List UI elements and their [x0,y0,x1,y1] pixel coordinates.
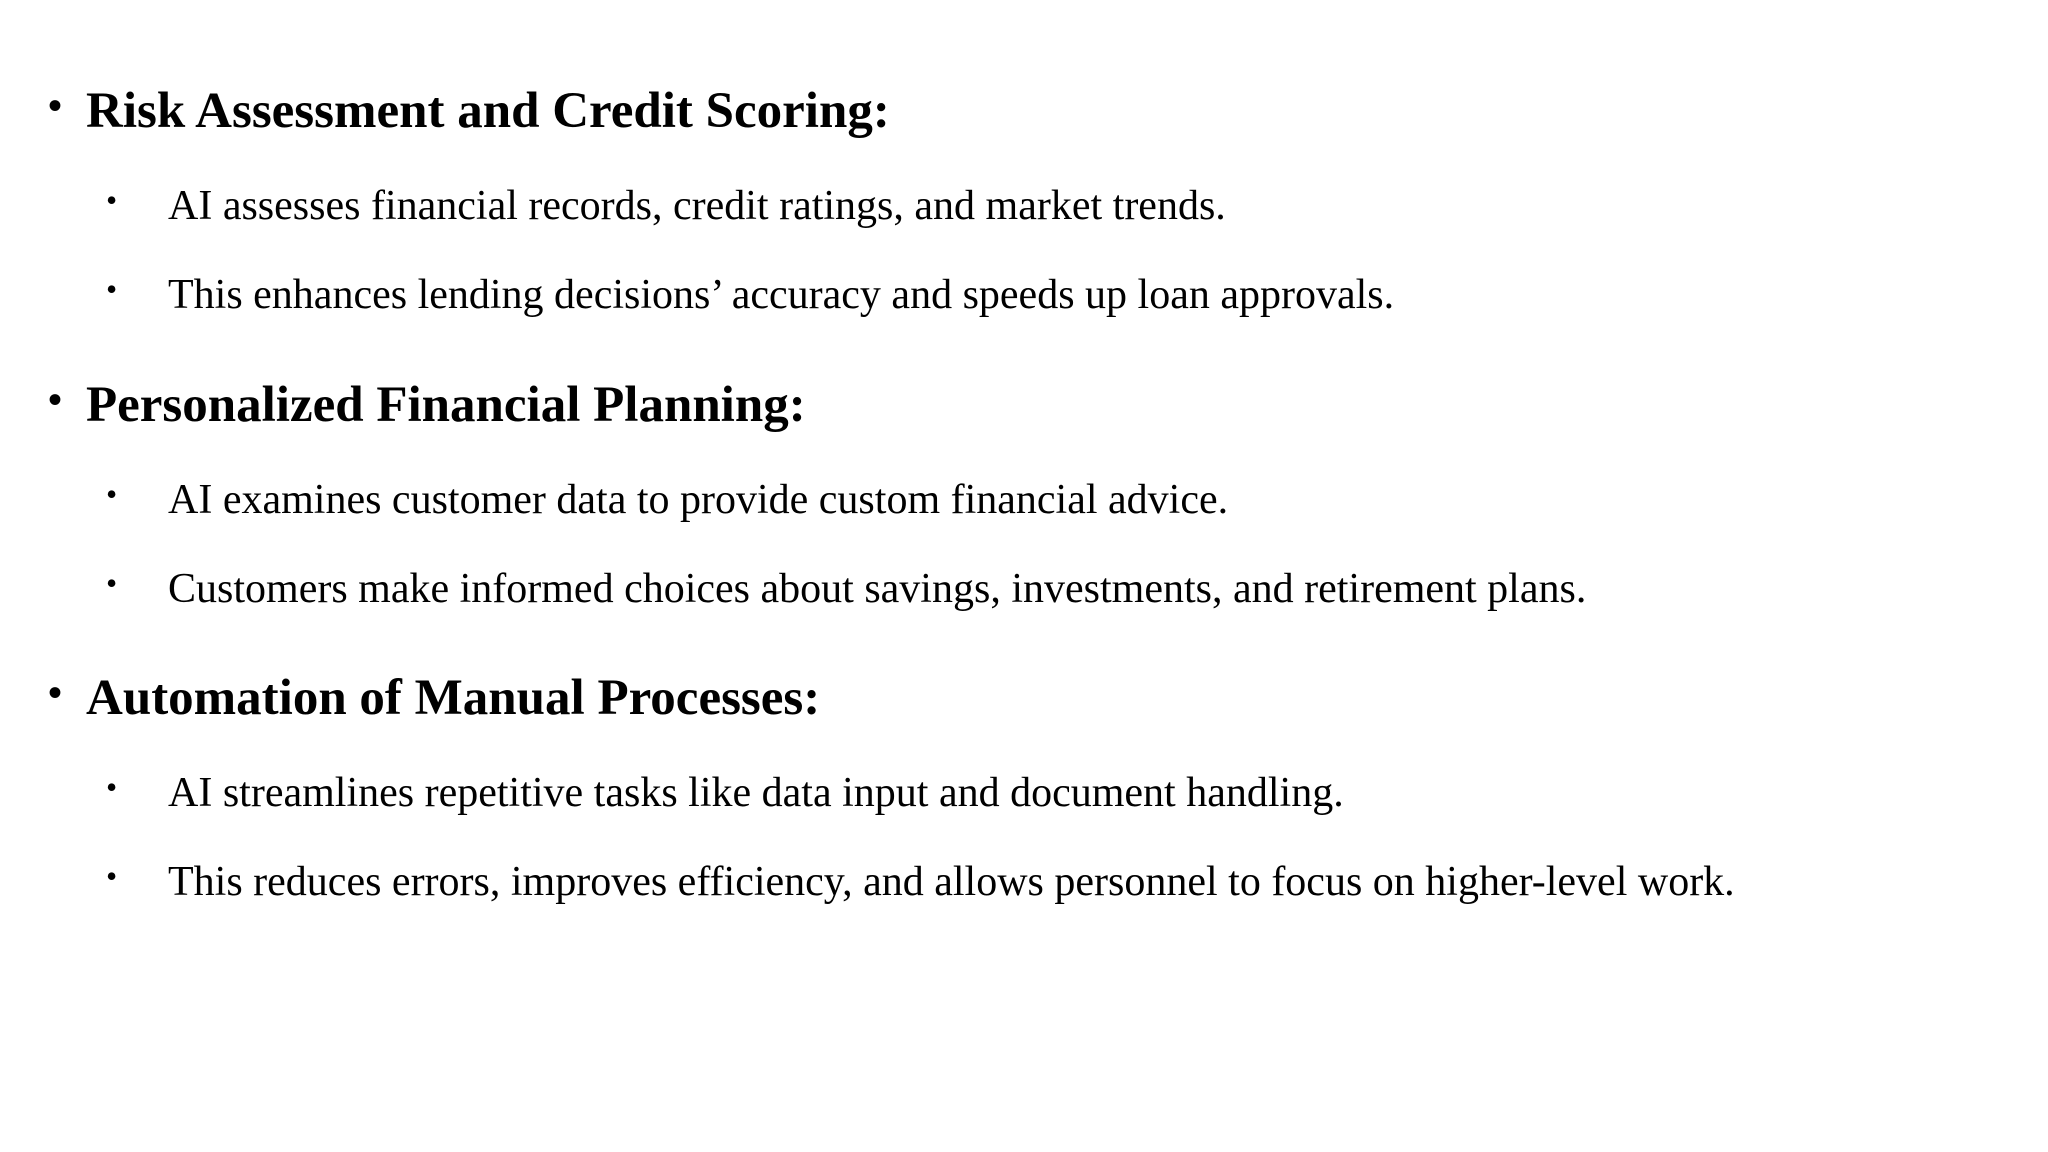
section-heading-row [0,663,2000,733]
bullet-icon: • [106,182,118,218]
section-heading: Personalized Financial Planning: [86,377,806,433]
list-item-text: AI streamlines repetitive tasks like data input and document handling. [168,770,1344,816]
section-heading-row [0,76,2000,146]
bullet-icon: • [48,670,63,715]
section-heading: Automation of Manual Processes: [86,670,821,726]
list-item [0,176,2000,236]
list-item [0,470,2000,530]
bullet-icon: • [106,271,118,307]
section-heading-row [0,370,2000,440]
section-heading: Risk Assessment and Credit Scoring: [86,83,890,139]
list-item-text: AI examines customer data to provide custom financial advice. [168,477,1229,523]
list-item-text: AI assesses financial records, credit ratings, and market trends. [168,183,1226,229]
list-item [0,265,2000,325]
list-item [0,559,2000,619]
bullet-icon: • [106,476,118,512]
bullet-icon: • [48,377,63,422]
list-item [0,852,2000,912]
list-item-text: Customers make informed choices about savings, investments, and retirement plans. [168,566,1587,612]
bullet-icon: • [106,769,118,805]
list-item-text: This enhances lending decisions’ accuracy and speeds up loan approvals. [168,272,1395,318]
bullet-icon: • [106,858,118,894]
bullet-icon: • [48,83,63,128]
bullet-icon: • [106,565,118,601]
list-item [0,763,2000,823]
list-item-text: This reduces errors, improves efficiency, and allows personnel to focus on higher-level work. [168,859,1735,905]
